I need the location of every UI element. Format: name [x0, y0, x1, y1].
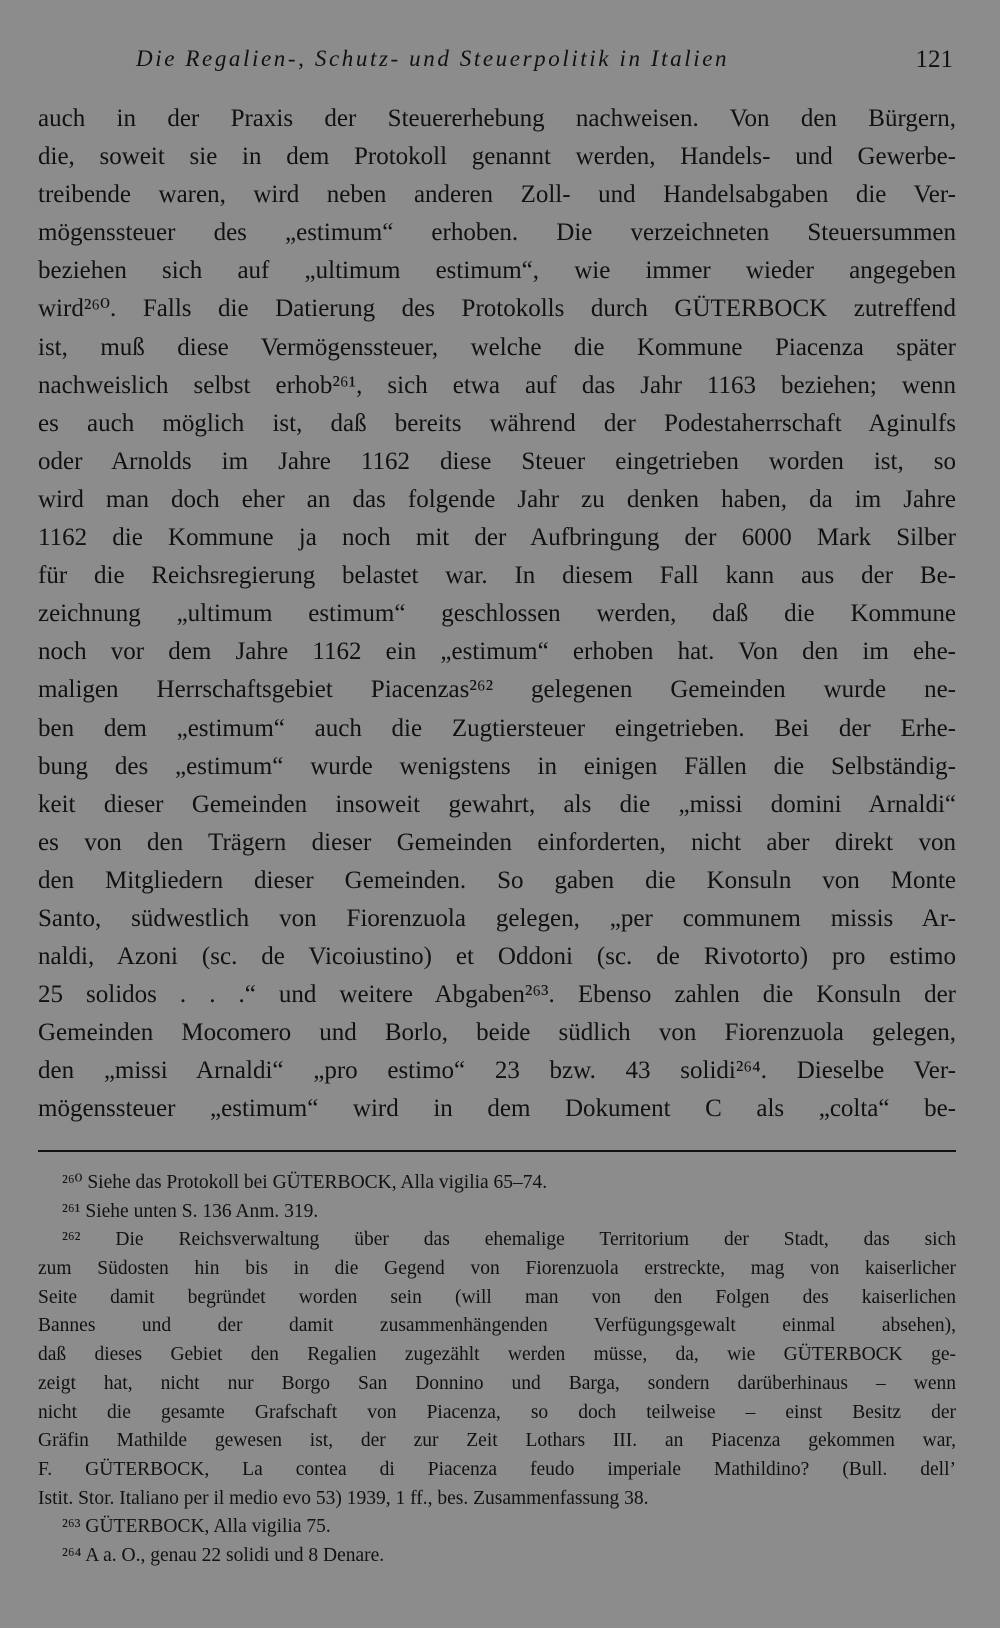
- text-line: ist, muß diese Vermögenssteuer, welche die Kommune Piacenza später: [38, 333, 956, 361]
- text-line: Gemeinden Mocomero und Borlo, beide südlich von Fiorenzuola gelegen,: [38, 1019, 956, 1047]
- footnote-line: zeigt hat, nicht nur Borgo San Donnino und Barga, sondern darüberhinaus – wenn: [38, 1372, 956, 1394]
- text-line: 25 solidos . . .“ und weitere Abgaben²⁶³. Ebenso zahlen die Konsuln der: [38, 981, 956, 1009]
- footnote-260: ²⁶⁰ Siehe das Protokoll bei GÜTERBOCK, Alla vigilia 65–74.: [62, 1172, 548, 1193]
- text-line: keit dieser Gemeinden insoweit gewahrt, als die „missi domini Arnaldi“: [38, 790, 956, 818]
- running-title: Die Regalien-, Schutz- und Steuerpolitik in Italien: [136, 46, 730, 71]
- footnote-line: Seite damit begründet worden sein (will man von den Folgen des kaiserlichen: [38, 1286, 956, 1308]
- footnote-263: ²⁶³ GÜTERBOCK, Alla vigilia 75.: [62, 1516, 331, 1538]
- text-line: ben dem „estimum“ auch die Zugtiersteuer eingetrieben. Bei der Erhe-: [38, 714, 956, 742]
- footnote-separator: [38, 1150, 956, 1152]
- footnote-261: ²⁶¹ Siehe unten S. 136 Anm. 319.: [62, 1200, 319, 1222]
- footnote-264: ²⁶⁴ A a. O., genau 22 solidi und 8 Denare.: [62, 1544, 385, 1566]
- text-line: treibende waren, wird neben anderen Zoll- und Handelsabgaben die Ver-: [38, 181, 956, 209]
- text-line: wird²⁶⁰. Falls die Datierung des Protokolls durch GÜTERBOCK zutreffend: [38, 295, 956, 323]
- page-number: 121: [915, 46, 953, 73]
- footnotes: [38, 1169, 956, 1571]
- text-line: beziehen sich auf „ultimum estimum“, wie immer wieder angegeben: [38, 257, 956, 285]
- text-line: es auch möglich ist, daß bereits während der Podestaherrschaft Aginulfs: [38, 409, 956, 437]
- text-line: nachweislich selbst erhob²⁶¹, sich etwa auf das Jahr 1163 beziehen; wenn: [38, 371, 956, 399]
- footnote-line: nicht die gesamte Grafschaft von Piacenza, so doch teilweise – einst Besitz der: [38, 1401, 956, 1423]
- text-line: auch in der Praxis der Steuererhebung nachweisen. Von den Bürgern,: [38, 105, 956, 132]
- main-text: [38, 100, 956, 1129]
- page-header: [40, 38, 958, 78]
- footnote-line: Bannes und der damit zusammenhängenden Verfügungsgewalt einmal absehen),: [38, 1315, 956, 1337]
- text-line: bung des „estimum“ wurde wenigstens in einigen Fällen die Selbständig-: [38, 752, 956, 780]
- text-line: oder Arnolds im Jahre 1162 diese Steuer eingetrieben worden ist, so: [38, 447, 956, 475]
- text-line: zeichnung „ultimum estimum“ geschlossen werden, daß die Kommune: [38, 600, 956, 628]
- footnote-line: daß dieses Gebiet den Regalien zugezählt werden müsse, da, wie GÜTERBOCK ge-: [38, 1344, 956, 1366]
- text-line: Santo, südwestlich von Fiorenzuola gelegen, „per communem missis Ar-: [38, 904, 956, 932]
- footnote-line: F. GÜTERBOCK, La contea di Piacenza feudo imperiale Mathildino? (Bull. dell’: [38, 1458, 956, 1480]
- text-line: wird man doch eher an das folgende Jahr zu denken haben, da im Jahre: [38, 485, 956, 513]
- text-line: naldi, Azoni (sc. de Vicoiustino) et Oddoni (sc. de Rivotorto) pro estimo: [38, 943, 956, 971]
- text-line: den Mitgliedern dieser Gemeinden. So gaben die Konsuln von Monte: [38, 866, 956, 894]
- text-line: es von den Trägern dieser Gemeinden einforderten, nicht aber direkt von: [38, 828, 956, 856]
- text-line: 1162 die Kommune ja noch mit der Aufbringung der 6000 Mark Silber: [38, 524, 956, 552]
- footnote-line: Gräfin Mathilde gewesen ist, der zur Zeit Lothars III. an Piacenza gekommen war,: [38, 1430, 956, 1452]
- text-line: mögenssteuer des „estimum“ erhoben. Die verzeichneten Steuersummen: [38, 219, 956, 247]
- text-line: noch vor dem Jahre 1162 ein „estimum“ erhoben hat. Von den im ehe-: [38, 638, 956, 666]
- text-line: maligen Herrschaftsgebiet Piacenzas²⁶² gelegenen Gemeinden wurde ne-: [38, 676, 956, 704]
- text-line: die, soweit sie in dem Protokoll genannt werden, Handels- und Gewerbe-: [38, 143, 956, 171]
- footnote-line: zum Südosten hin bis in die Gegend von Fiorenzuola erstreckte, mag von kaiserlicher: [38, 1258, 956, 1280]
- text-line: den „missi Arnaldi“ „pro estimo“ 23 bzw. 43 solidi²⁶⁴. Dieselbe Ver-: [38, 1057, 956, 1085]
- footnote-line: Istit. Stor. Italiano per il medio evo 53) 1939, 1 ff., bes. Zusammenfassung 38.: [38, 1487, 649, 1509]
- footnote-262: ²⁶² Die Reichsverwaltung über das ehemalige Territorium der Stadt, das sich: [62, 1229, 956, 1251]
- text-line: mögenssteuer „estimum“ wird in dem Dokument C als „colta“ be-: [38, 1095, 956, 1123]
- text-line: für die Reichsregierung belastet war. In diesem Fall kann aus der Be-: [38, 562, 956, 590]
